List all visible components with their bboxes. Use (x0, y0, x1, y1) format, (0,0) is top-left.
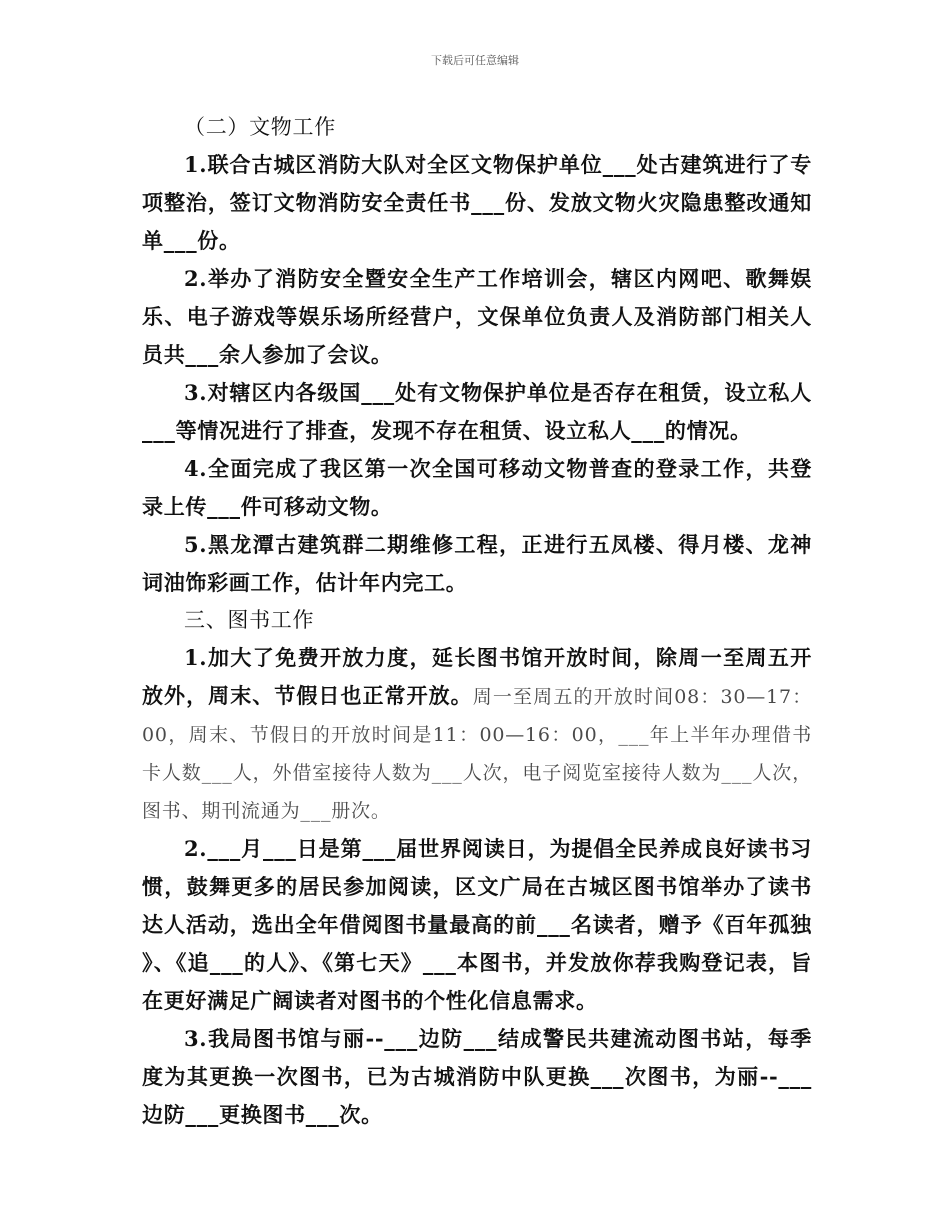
paragraph-text: 4.全面完成了我区第一次全国可移动文物普查的登录工作，共登录上传___件可移动文物。 (142, 456, 812, 519)
paragraph-relics-item-2 (142, 260, 812, 374)
paragraph-text: 3.对辖区内各级国___处有文物保护单位是否存在租赁，设立私人___等情况进行了排查，发现不存在租赁、设立私人___的情况。 (142, 380, 812, 443)
paragraph-text: 2.举办了消防安全暨安全生产工作培训会，辖区内网吧、歌舞娱乐、电子游戏等娱乐场所经营户，文保单位负责人及消防部门相关人员共___余人参加了会议。 (142, 266, 812, 367)
paragraph-library-item-3 (142, 1020, 812, 1134)
section-heading-cultural-relics (142, 109, 812, 146)
heading-text: （二）文物工作 (184, 115, 336, 139)
heading-text: 三、图书工作 (184, 608, 315, 632)
paragraph-library-item-1 (142, 639, 812, 830)
paragraph-text: 1.加大了免费开放力度，延长图书馆开放时间，除周一至周五开放外，周末、节假日也正常开放。 (142, 645, 812, 708)
paragraph-text-detail: 周一至周五的开放时间08：30—17：00，周末、节假日的开放时间是11：00—16：00，___年上半年办理借书卡人数___人，外借室接待人数为___人次，电子阅览室接待人数为___人次，图书、期刊流通为___册次。 (142, 686, 812, 822)
paragraph-relics-item-3 (142, 374, 812, 450)
paragraph-text: 5.黑龙潭古建筑群二期维修工程，正进行五凤楼、得月楼、龙神词油饰彩画工作，估计年内完工。 (142, 532, 812, 595)
paragraph-relics-item-5 (142, 526, 812, 602)
paragraph-relics-item-4 (142, 450, 812, 526)
paragraph-library-item-2 (142, 830, 812, 1020)
paragraph-text: 1.联合古城区消防大队对全区文物保护单位___处古建筑进行了专项整治，签订文物消防安全责任书___份、发放文物火灾隐患整改通知单___份。 (142, 152, 812, 253)
paragraph-text: 3.我局图书馆与丽--___边防___结成警民共建流动图书站，每季度为其更换一次图书，已为古城消防中队更换___次图书，为丽--___边防___更换图书___次。 (142, 1026, 812, 1127)
paragraph-relics-item-1 (142, 146, 812, 260)
document-body (142, 109, 812, 1134)
section-heading-library (142, 602, 812, 639)
paragraph-text: 2.___月___日是第___届世界阅读日，为提倡全民养成良好读书习惯，鼓舞更多的居民参加阅读，区文广局在古城区图书馆举办了读书达人活动，选出全年借阅图书量最高的前___名读者，赠予《百年孤独》、《追___的人》、《第七天》___本图书，并发放你荐我购登记表，旨在更好满足广阔读者对图书的个性化信息需求。 (142, 836, 812, 1013)
page-header-note: 下载后可任意编辑 (431, 54, 519, 67)
